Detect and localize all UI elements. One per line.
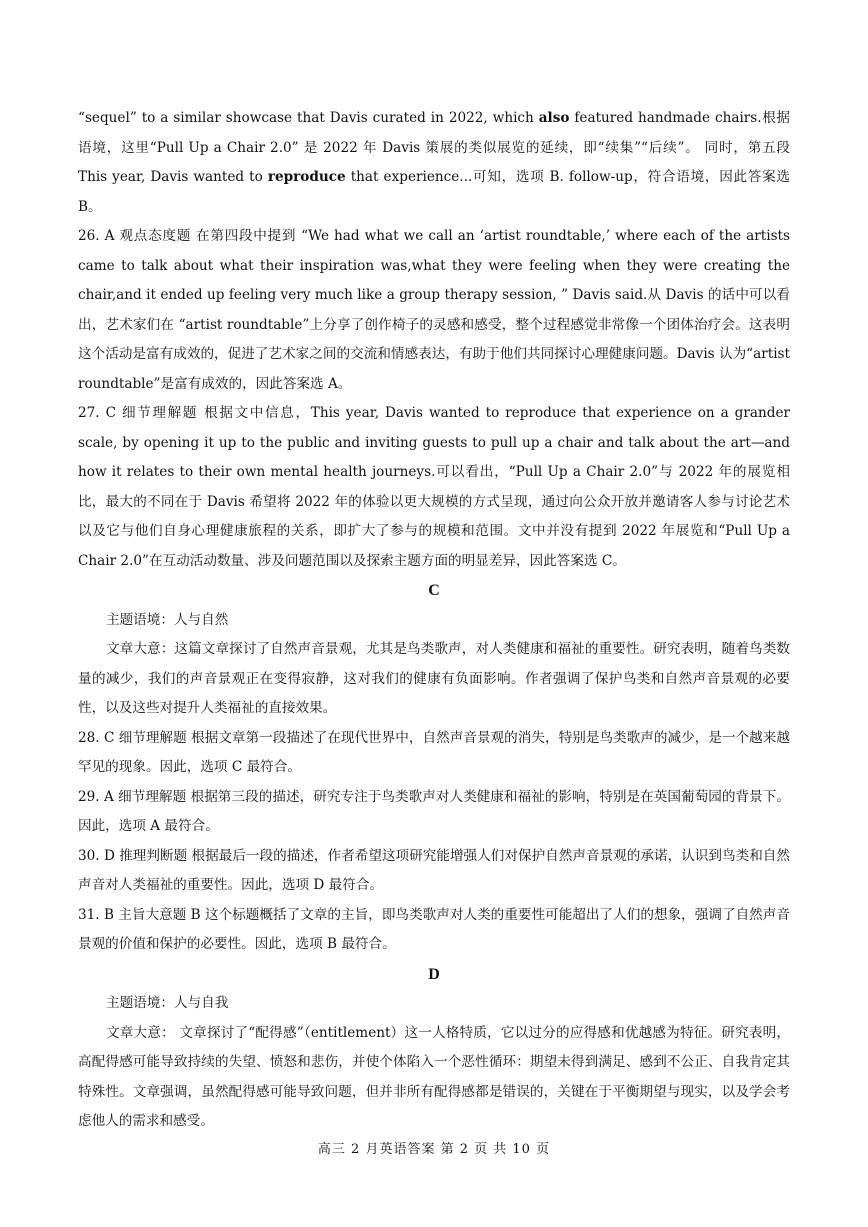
paragraph — [78, 222, 790, 399]
text-run: 28. C 细节理解题 根据文章第一段描述了在现代世界中，自然声音景观的消失，特别是鸟类歌声的减少，是一个越来越罕见的现象。因此，选项 C 最符合。 — [78, 729, 790, 775]
bold-text: reproduce — [267, 169, 346, 185]
text-run: 31. B 主旨大意题 B 这个标题概括了文章的主旨，即鸟类歌声对人类的重要性可能超出了人们的想象，强调了自然声音景观的价值和保护的必要性。因此，选项 B 最符合。 — [78, 906, 790, 952]
text-run: 30. D 推理判断题 根据最后一段的描述，作者希望这项研究能增强人们对保护自然声音景观的承诺，认识到鸟类和自然声音对人类福祉的重要性。因此，选项 D 最符合。 — [78, 847, 790, 893]
text-run: that experience...可知，选项 B. follow-up，符合语境，因此答案选 B。 — [78, 169, 791, 215]
paragraph — [78, 104, 790, 222]
paragraph — [78, 842, 790, 901]
text-run: D — [428, 965, 440, 983]
section-heading — [78, 960, 790, 990]
text-run: C — [428, 582, 440, 599]
text-run: 26. A 观点态度题 在第四段中提到 “We had what we call an ‘artist roundtable,’ where each of the artists came to talk about what their inspiration was,what they were feeling when they were creating the chair,and it ended up feeling very much like a group therapy session, ” Davis said.从 Davis 的话中可以看出，艺术家们在 “artist roundtable”上分享了创作椅子的灵感和感受，整个过程感觉非常像一个团体治疗会。这表明这个活动是富有成效的，促进了艺术家之间的交流和情感表达，有助于他们共同探讨心理健康问题。Davis 认为“artist roundtable”是富有成效的，因此答案选 A。 — [78, 228, 790, 392]
paragraph — [78, 989, 790, 1019]
paragraph — [78, 606, 790, 636]
text-run: featured handmade chairs.根据语境，这里“Pull Up a Chair 2.0” 是 2022 年 Davis 策展的类似展览的延续，即“续集”“后续”。 同时，第五段 This year, Davis wanted to — [78, 110, 791, 185]
page-footer: 高三 2 月英语答案 第 2 页 共 10 页 — [317, 1142, 551, 1157]
text-run: 29. A 细节理解题 根据第三段的描述，研究专注于鸟类歌声对人类健康和福祉的影响，特别是在英国葡萄园的背景下。因此，选项 A 最符合。 — [78, 788, 790, 834]
bold-text: also — [538, 110, 570, 126]
paragraph — [78, 635, 790, 724]
text-run: 主题语境：人与自我 — [106, 995, 229, 1011]
document-body — [78, 104, 790, 1137]
paragraph — [78, 901, 790, 960]
text-run: 文章大意： 文章探讨了“配得感”（entitlement）这一人格特质，它以过分的应得感和优越感为特征。研究表明，高配得感可能导致持续的失望、愤怒和悲伤，并使个体陷入一个恶性循环：期望未得到满足、感到不公正、自我肯定其特殊性。文章强调，虽然配得感可能导致问题，但并非所有配得感都是错误的，关键在于平衡期望与现实，以及学会考虑他人的需求和感受。 — [78, 1024, 790, 1129]
paragraph — [78, 783, 790, 842]
text-run: 文章大意：这篇文章探讨了自然声音景观，尤其是鸟类歌声，对人类健康和福祉的重要性。研究表明，随着鸟类数量的减少，我们的声音景观正在变得寂静，这对我们的健康有负面影响。作者强调了保护鸟类和自然声音景观的必要性，以及这些对提升人类福祉的直接效果。 — [78, 641, 790, 716]
text-run: 27. C 细节理解题 根据文中信息，This year, Davis wanted to reproduce that experience on a grander scale, by opening it up to the public and inviting guests to pull up a chair and talk about the art—and how it relates to their own mental health journeys.可以看出，“Pull Up a Chair 2.0”与 2022 年的展览相比，最大的不同在于 Davis 希望将 2022 年的体验以更大规模的方式呈现，通过向公众开放并邀请客人参与讨论艺术以及它与他们自身心理健康旅程的关系，即扩大了参与的规模和范围。文中并没有提到 2022 年展览和“Pull Up a Chair 2.0”在互动活动数量、涉及问题范围以及探索主题方面的明显差异，因此答案选 C。 — [78, 405, 790, 569]
text-run: 主题语境：人与自然 — [106, 611, 229, 628]
section-heading — [78, 576, 790, 606]
paragraph — [78, 399, 790, 576]
text-run: “sequel” to a similar showcase that Davis curated in 2022, which — [78, 110, 539, 126]
paragraph — [78, 1019, 790, 1137]
paragraph — [78, 724, 790, 783]
